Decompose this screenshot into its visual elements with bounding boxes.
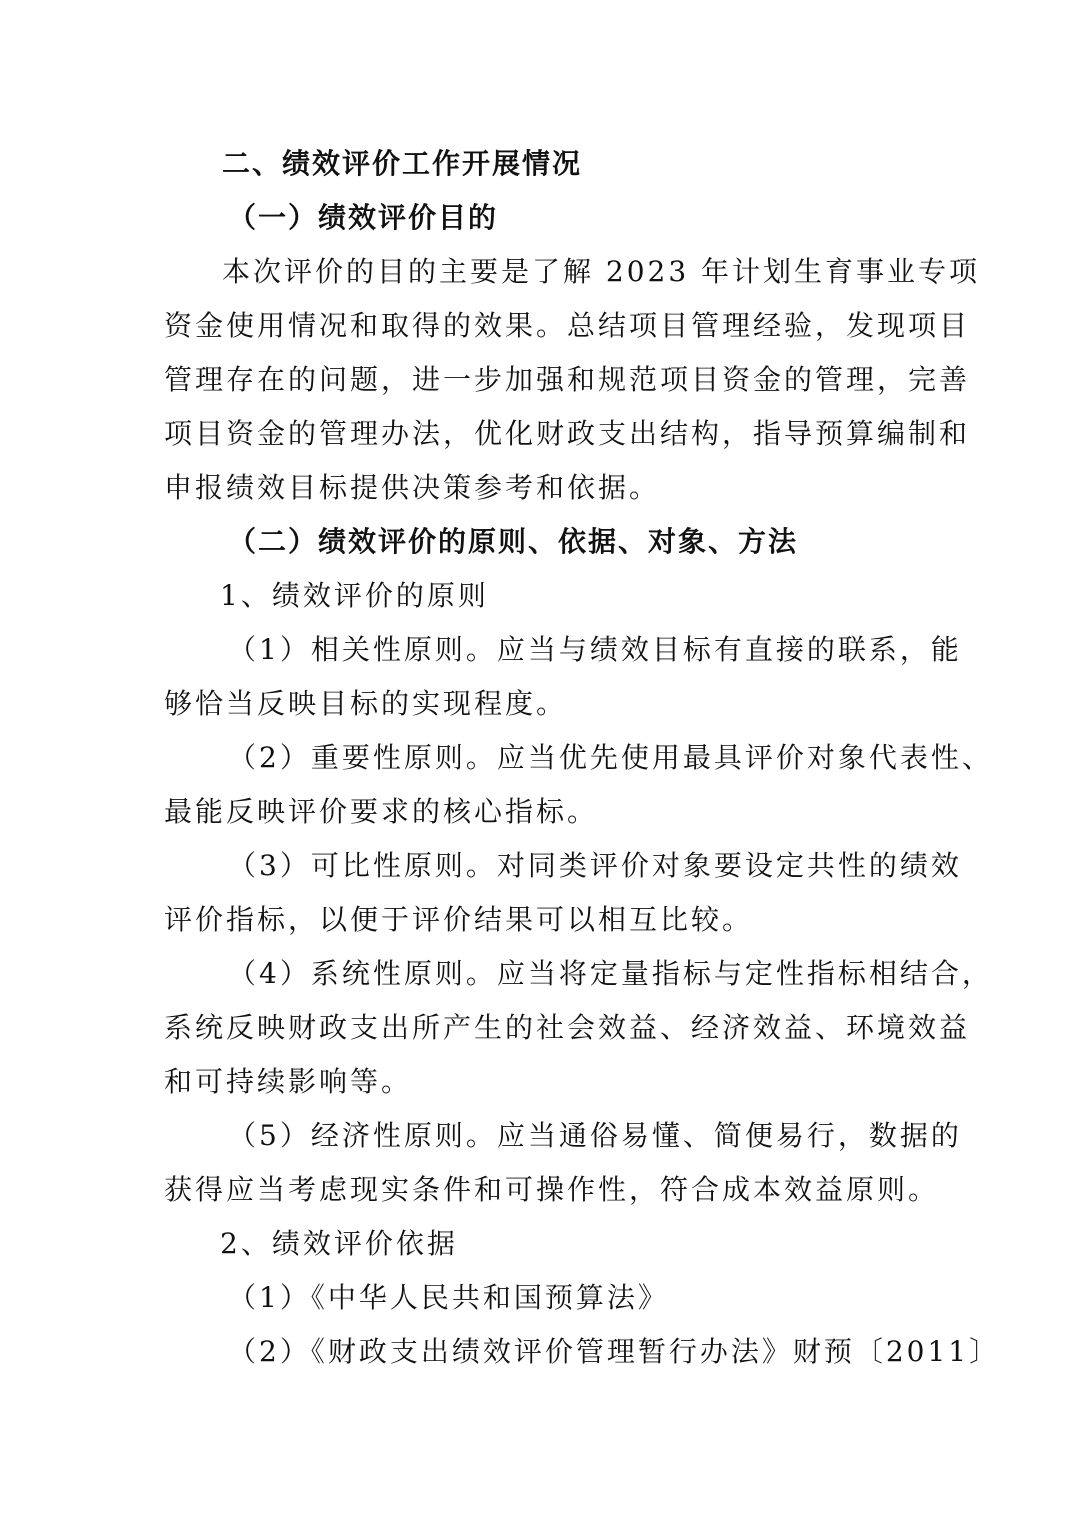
- section-heading: 二、绩效评价工作开展情况: [222, 147, 583, 180]
- principle-1-line-1: （1）相关性原则。应当与绩效目标有直接的联系，能: [228, 633, 962, 666]
- principle-5-line-2: 获得应当考虑现实条件和可操作性，符合成本效益原则。: [164, 1173, 940, 1206]
- purpose-line-5: 申报绩效目标提供决策参考和依据。: [164, 471, 661, 504]
- purpose-line-2: 资金使用情况和取得的效果。总结项目管理经验，发现项目: [164, 309, 971, 342]
- item-heading-principles: 1、绩效评价的原则: [220, 579, 489, 612]
- principle-5-line-1: （5）经济性原则。应当通俗易懂、简便易行，数据的: [228, 1119, 962, 1152]
- subsection-heading-purpose: （一）绩效评价目的: [228, 201, 499, 234]
- subsection-heading-principles: （二）绩效评价的原则、依据、对象、方法: [228, 525, 799, 558]
- purpose-line-1: 本次评价的目的主要是了解 2023 年计划生育事业专项: [222, 255, 981, 288]
- basis-1: （1）《中华人民共和国预算法》: [228, 1281, 669, 1314]
- item-heading-basis: 2、绩效评价依据: [220, 1227, 458, 1260]
- principle-4-line-2: 系统反映财政支出所产生的社会效益、经济效益、环境效益: [164, 1011, 971, 1044]
- purpose-line-3: 管理存在的问题，进一步加强和规范项目资金的管理，完善: [164, 363, 971, 396]
- purpose-line-4: 项目资金的管理办法，优化财政支出结构，指导预算编制和: [164, 417, 971, 450]
- principle-1-line-2: 够恰当反映目标的实现程度。: [164, 687, 568, 720]
- principle-2-line-1: （2）重要性原则。应当优先使用最具评价对象代表性、: [228, 741, 993, 774]
- principle-4-line-3: 和可持续影响等。: [164, 1065, 413, 1098]
- principle-4-line-1: （4）系统性原则。应当将定量指标与定性指标相结合，: [228, 957, 993, 990]
- principle-3-line-1: （3）可比性原则。对同类评价对象要设定共性的绩效: [228, 849, 962, 882]
- principle-2-line-2: 最能反映评价要求的核心指标。: [164, 795, 599, 828]
- principle-3-line-2: 评价指标，以便于评价结果可以相互比较。: [164, 903, 754, 936]
- basis-2: （2）《财政支出绩效评价管理暂行办法》财预〔2011〕: [228, 1335, 1001, 1368]
